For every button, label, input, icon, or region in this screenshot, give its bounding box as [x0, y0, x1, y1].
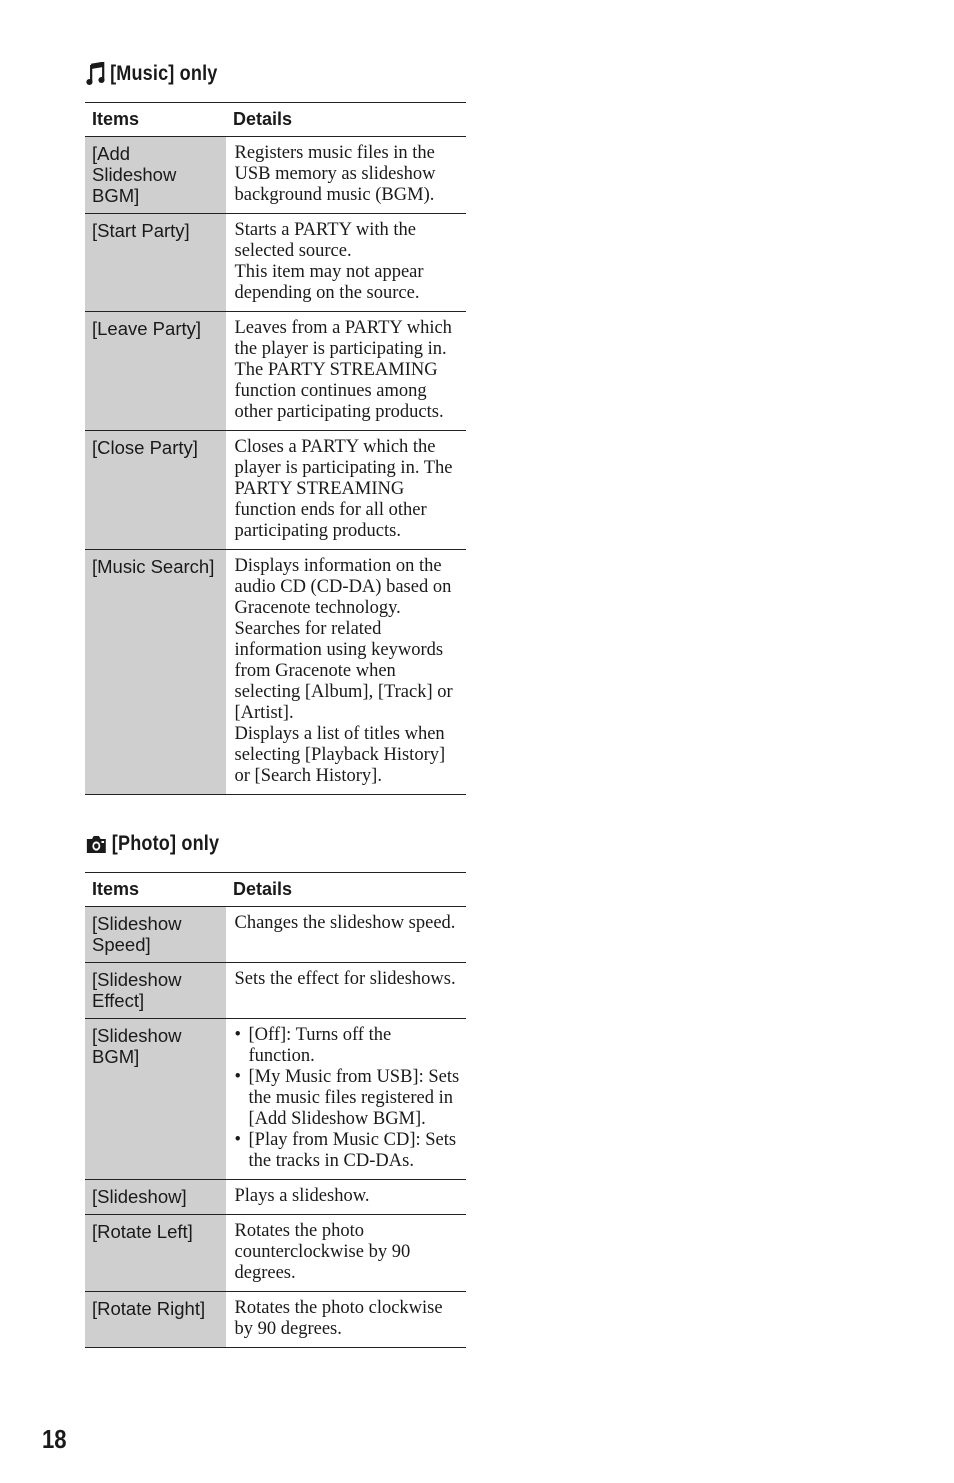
row-details: [226, 214, 466, 312]
table-row: [85, 907, 466, 963]
table-row: [85, 214, 466, 312]
row-details: [226, 963, 466, 1019]
detail-text: Displays information on the audio CD (CD-DA) based on Gracenote technology.: [234, 556, 452, 618]
detail-text: Searches for related information using keywords from Gracenote when selecting [Album], [Track] or [Artist].: [234, 619, 453, 723]
row-item-music-search: [Music Search]: [85, 550, 226, 795]
detail-text: Registers music files in the USB memory as slideshow background music (BGM).: [234, 143, 436, 205]
details-column-header: Details: [226, 103, 466, 137]
bullet-list: [235, 1025, 461, 1172]
table-row: [85, 963, 466, 1019]
detail-text: Plays a slideshow.: [234, 1186, 370, 1206]
detail-text: Leaves from a PARTY which the player is participating in. The PARTY STREAMING function continues among other participating products.: [234, 318, 452, 422]
row-details: [226, 431, 466, 550]
photo-section-title: [Photo] only: [111, 832, 220, 855]
row-item-leave-party: [Leave Party]: [85, 312, 226, 431]
row-details: [226, 312, 466, 431]
detail-text: Rotates the photo counterclockwise by 90 degrees.: [234, 1221, 411, 1283]
row-item-rotate-left: [Rotate Left]: [85, 1215, 226, 1292]
music-note-icon: [86, 62, 105, 86]
table-header-row: [85, 103, 466, 137]
table-row: [85, 550, 466, 795]
music-settings-table: [85, 102, 466, 795]
detail-text: Closes a PARTY which the player is participating in. The PARTY STREAMING function ends for all other participating products.: [234, 437, 453, 541]
table-row: [85, 1019, 466, 1180]
music-section-title: [Music] only: [110, 62, 218, 85]
row-item-slideshow: [Slideshow]: [85, 1180, 226, 1215]
detail-text: Starts a PARTY with the selected source.: [234, 220, 416, 261]
photo-section-heading: [86, 832, 219, 856]
table-row: [85, 137, 466, 214]
row-item-slideshow-speed: [Slideshow Speed]: [85, 907, 226, 963]
row-details: [226, 907, 466, 963]
detail-text: Rotates the photo clockwise by 90 degrees.: [234, 1298, 443, 1339]
detail-text: Changes the slideshow speed.: [234, 913, 456, 933]
table-row: [85, 1292, 466, 1348]
music-section-heading: [86, 62, 217, 86]
row-item-slideshow-effect: [Slideshow Effect]: [85, 963, 226, 1019]
items-column-header: Items: [85, 873, 226, 907]
detail-text: Displays a list of titles when selecting [Playback History] or [Search History].: [234, 724, 446, 786]
list-item: • [My Music from USB]: Sets the music files registered in [Add Slideshow BGM].: [235, 1067, 461, 1130]
details-column-header: Details: [226, 873, 466, 907]
detail-text: This item may not appear depending on the source.: [234, 262, 424, 303]
row-item-slideshow-bgm: [Slideshow BGM]: [85, 1019, 226, 1180]
row-item-add-slideshow-bgm: [Add Slideshow BGM]: [85, 137, 226, 214]
table-row: [85, 312, 466, 431]
row-item-close-party: [Close Party]: [85, 431, 226, 550]
table-row: [85, 1215, 466, 1292]
camera-icon: [86, 834, 107, 854]
table-row: [85, 431, 466, 550]
table-header-row: [85, 873, 466, 907]
row-details: [226, 1019, 466, 1180]
row-details: [226, 1180, 466, 1215]
row-details: [226, 137, 466, 214]
table-row: [85, 1180, 466, 1215]
list-item: • [Off]: Turns off the function.: [235, 1025, 461, 1067]
row-item-rotate-right: [Rotate Right]: [85, 1292, 226, 1348]
detail-text: Sets the effect for slideshows.: [234, 969, 456, 989]
page-number: 18: [42, 1424, 67, 1454]
row-details: [226, 1215, 466, 1292]
list-item: • [Play from Music CD]: Sets the tracks in CD-DAs.: [235, 1130, 461, 1172]
items-column-header: Items: [85, 103, 226, 137]
row-details: [226, 1292, 466, 1348]
row-details: [226, 550, 466, 795]
photo-settings-table: [85, 872, 466, 1348]
row-item-start-party: [Start Party]: [85, 214, 226, 312]
